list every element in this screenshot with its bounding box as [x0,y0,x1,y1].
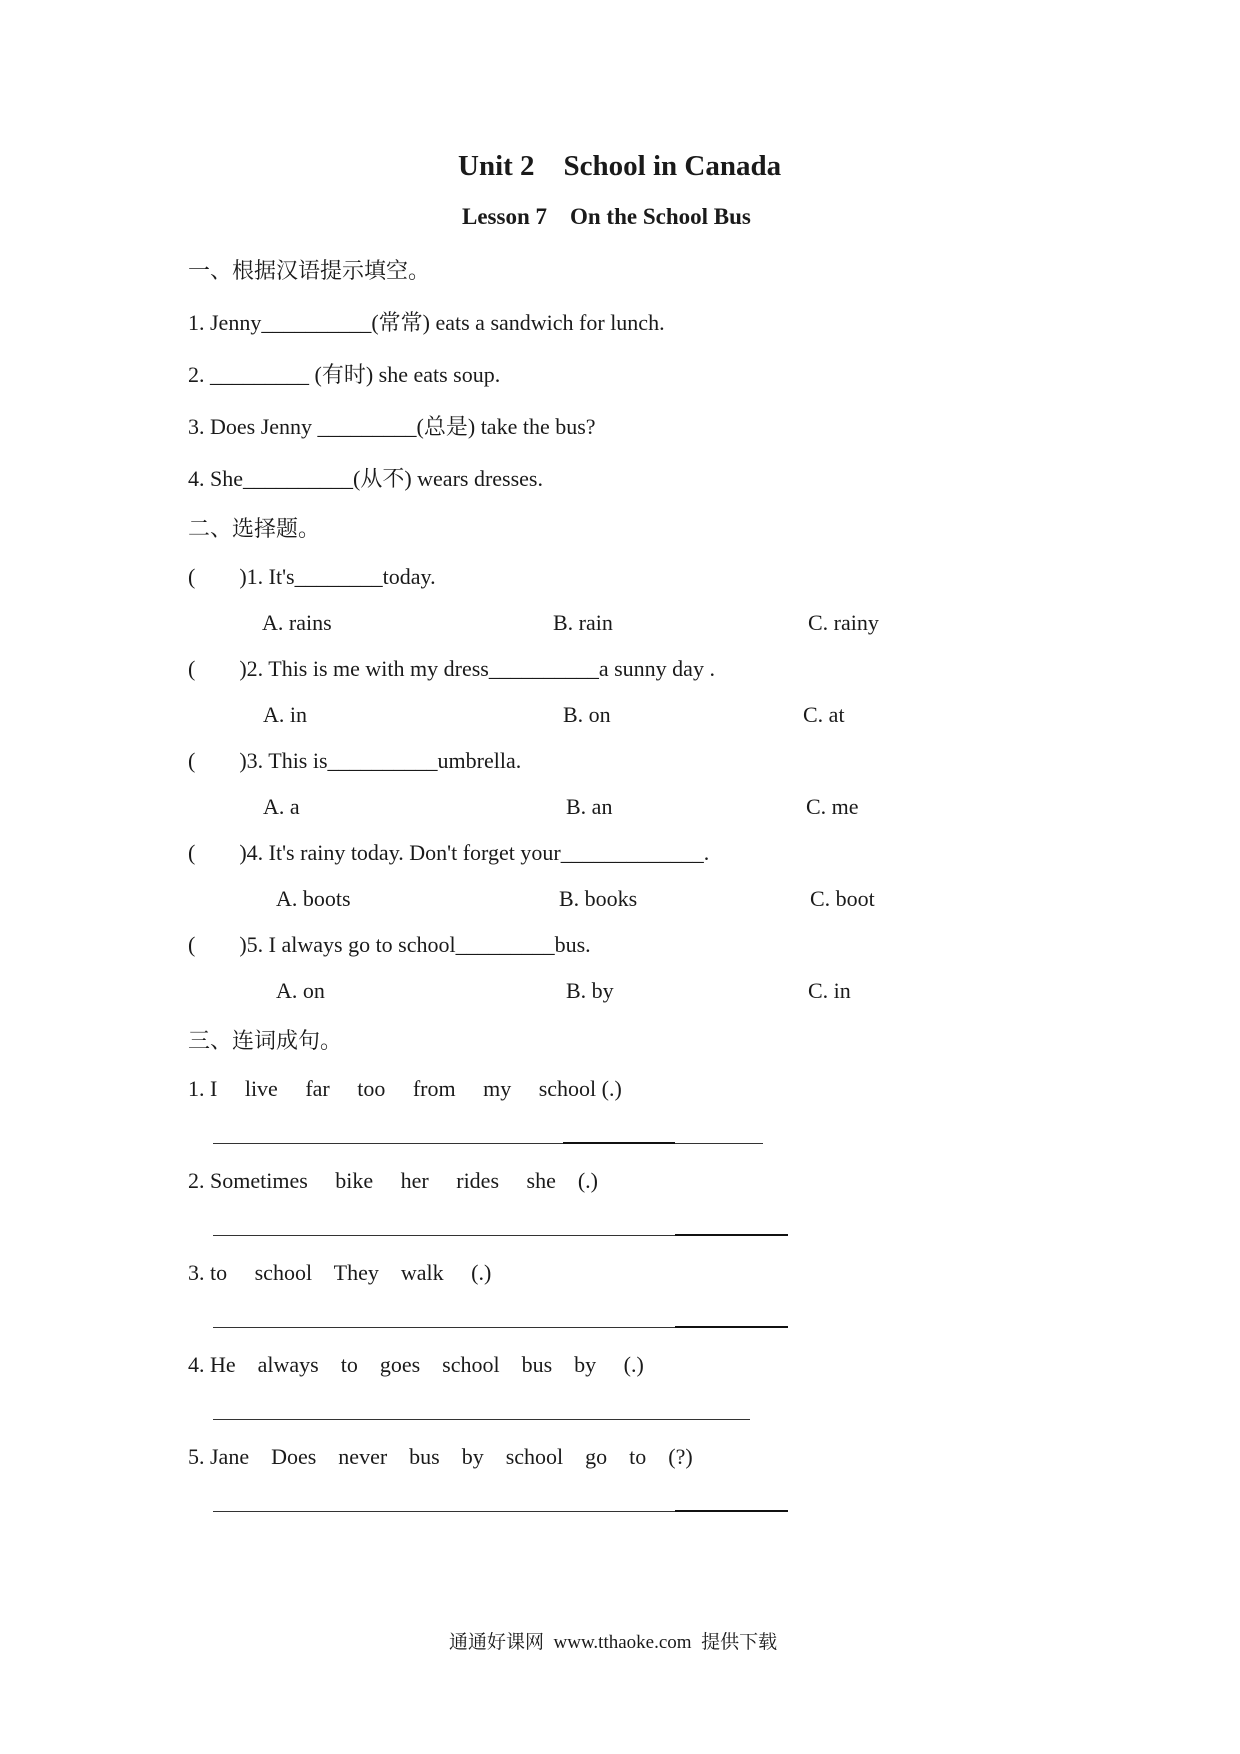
section1-heading: 一、根据汉语提示填空。 [188,258,431,283]
choice-1-option-c: C. rainy [808,610,879,635]
fill-item-2: 2. _________ (有时) she eats soup. [188,362,501,387]
answer-line-1-bold [563,1142,675,1144]
choice-4-option-b: B. books [559,886,638,911]
section3-heading: 三、连词成句。 [188,1028,343,1053]
reorder-item-2: 2. Sometimes bike her rides she (.) [188,1168,598,1193]
choice-stem-5: ( )5. I always go to school_________bus. [188,932,591,957]
section2-heading: 二、选择题。 [188,516,321,541]
choice-5-option-b: B. by [566,978,614,1003]
choice-1-option-b: B. rain [553,610,613,635]
reorder-item-4: 4. He always to goes school bus by (.) [188,1352,644,1377]
choice-3-option-a: A. a [263,794,300,819]
fill-item-3: 3. Does Jenny _________(总是) take the bus? [188,414,596,439]
reorder-item-5: 5. Jane Does never bus by school go to (?) [188,1444,693,1469]
answer-line-5-bold [675,1510,788,1512]
reorder-item-3: 3. to school They walk (.) [188,1260,492,1285]
answer-line-1 [213,1143,763,1144]
fill-item-1: 1. Jenny__________(常常) eats a sandwich for lunch. [188,310,665,335]
choice-2-option-a: A. in [263,702,307,727]
footer-credit: 通通好课网 www.tthaoke.com 提供下载 [449,1632,778,1653]
choice-2-option-b: B. on [563,702,611,727]
choice-3-option-c: C. me [806,794,859,819]
choice-5-option-c: C. in [808,978,851,1003]
choice-stem-1: ( )1. It's________today. [188,564,436,589]
choice-4-option-c: C. boot [810,886,875,911]
answer-line-4 [213,1419,750,1420]
choice-4-option-a: A. boots [276,886,351,911]
lesson-title: Lesson 7 On the School Bus [462,204,751,229]
reorder-item-1: 1. I live far too from my school (.) [188,1076,622,1101]
fill-item-4: 4. She__________(从不) wears dresses. [188,466,543,491]
choice-2-option-c: C. at [803,702,845,727]
choice-5-option-a: A. on [276,978,325,1003]
choice-1-option-a: A. rains [262,610,332,635]
choice-3-option-b: B. an [566,794,613,819]
answer-line-3-bold [675,1326,788,1328]
choice-stem-4: ( )4. It's rainy today. Don't forget your_____________. [188,840,710,865]
choice-stem-2: ( )2. This is me with my dress__________a sunny day . [188,656,715,681]
answer-line-2-bold [675,1234,788,1236]
unit-title: Unit 2 School in Canada [458,150,782,182]
choice-stem-3: ( )3. This is__________umbrella. [188,748,522,773]
